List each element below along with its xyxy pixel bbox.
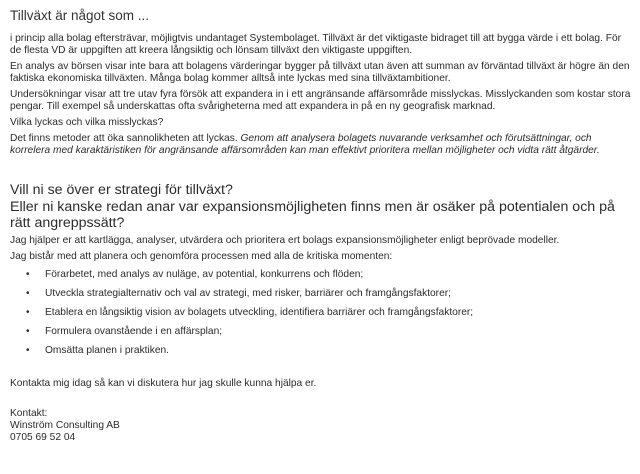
section-heading-growth: Tillväxt är något som ...	[10, 8, 150, 23]
contact-label: Kontakt:	[10, 407, 48, 419]
contact-phone: 0705 69 52 04	[10, 431, 76, 443]
list-item	[10, 345, 634, 357]
list-item-text: Omsätta planen i praktiken.	[45, 344, 170, 356]
bullet-icon: •	[26, 344, 30, 356]
paragraph-methods	[10, 133, 634, 157]
bullet-icon: •	[26, 268, 30, 280]
list-item	[10, 269, 634, 281]
list-item	[10, 307, 634, 319]
strategy-heading-line1: Vill ni se över er strategi för tillväxt?	[10, 182, 233, 198]
bullet-list-moments	[10, 269, 634, 357]
paragraph-process: Jag bistår med att planera och genomföra processen med alla de kritiska momenten:	[10, 250, 393, 262]
section-strategy	[10, 182, 634, 357]
contact-details	[10, 408, 634, 444]
list-item	[10, 326, 634, 338]
contact-call-to-action: Kontakta mig idag så kan vi diskutera hur jag skulle kunna hjälpa er.	[10, 377, 317, 389]
section-heading-strategy	[10, 182, 634, 232]
bullet-icon: •	[26, 325, 30, 337]
list-item-text: Etablera en långsiktig vision av bolagets utveckling, identifiera barriärer och framgångsfaktorer;	[45, 306, 474, 318]
list-item	[10, 288, 634, 300]
bullet-icon: •	[26, 287, 30, 299]
paragraph-growth-intro: i princip alla bolag eftersträvar, möjligtvis undantaget Systembolaget. Tillväxt är det viktigaste bidraget till att bygga värde i ett bolag. För de flesta VD är uppgiften att kreera långsiktig och lönsam tillväxt den viktigaste uppgiften.	[10, 33, 621, 56]
paragraph-help: Jag hjälper er att kartlägga, analyser, utvärdera och prioritera ert bolags expansionsmöjligheter enligt beprövade modeller.	[10, 234, 560, 246]
bullet-icon: •	[26, 306, 30, 318]
paragraph-market-analysis: En analys av börsen visar inte bara att bolagens värderingar bygger på tillväxt utan även att summan av förväntad tillväxt är högre än den faktiska ekonomiska tillväxten. Många bolag kommer alltså inte lyckas med sina tillväxtambitioner.	[10, 61, 630, 84]
list-item-text: Utveckla strategialternativ och val av strategi, med risker, barriärer och framgångsfaktorer;	[45, 287, 451, 299]
contact-company: Winström Consulting AB	[10, 419, 120, 431]
methods-italic-text: Genom att analysera bolagets nuvarande verksamhet och förutsättningar, och korrelera med karaktäristiken för angränsande affärsområden kan man effektivt prioritera mellan möjligheter och vidta rätt åtgärder.	[10, 133, 600, 156]
methods-text: Det finns metoder att öka sannolikheten att lyckas.	[10, 133, 241, 144]
page-content	[10, 8, 634, 444]
paragraph-research: Undersökningar visar att tre utav fyra försök att expandera in i ett angränsande affärsområde misslyckas. Misslyckanden som kostar stora pengar. Till exempel så underskattas ofta svårigheterna med att expandera in på en ny geografisk marknad.	[10, 89, 631, 112]
list-item-text: Formulera ovanstående i en affärsplan;	[45, 325, 223, 337]
strategy-heading-line2: Eller ni kanske redan anar var expansionsmöjligheten finns men är osäker på potentialen och på rätt angreppssätt?	[10, 198, 615, 231]
paragraph-question: Vilka lyckas och vilka misslyckas?	[10, 117, 164, 128]
section-growth	[10, 8, 634, 157]
list-item-text: Förarbetet, med analys av nuläge, av potential, konkurrens och flöden;	[45, 268, 364, 280]
